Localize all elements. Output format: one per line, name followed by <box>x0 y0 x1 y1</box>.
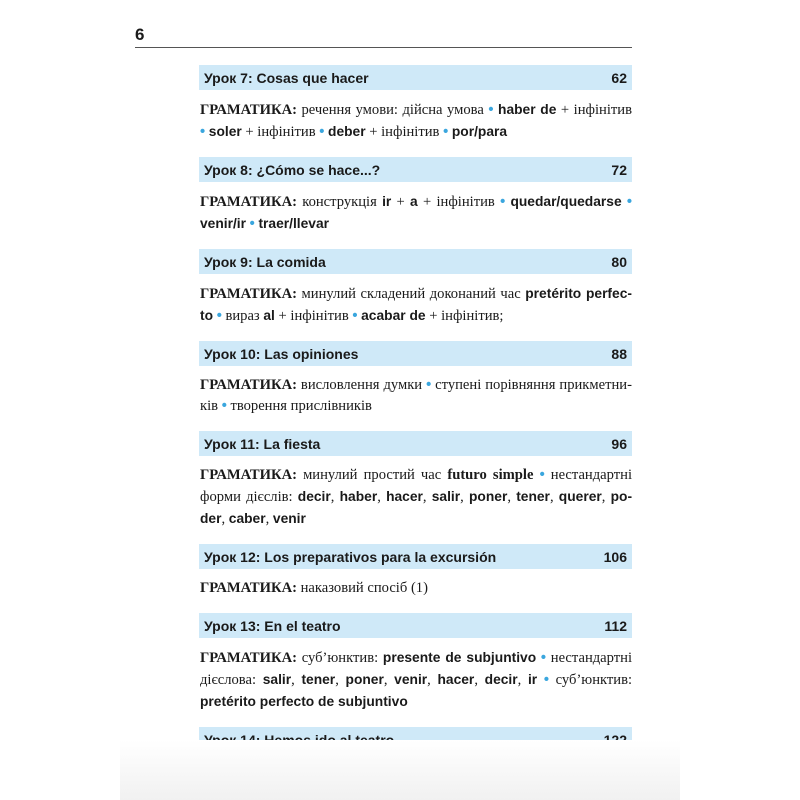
bold-term: ГРАМАТИКА: <box>200 650 297 666</box>
lesson-title: Урок 7: Cosas que hacer <box>204 69 369 86</box>
text-segment: , <box>422 489 432 505</box>
spanish-term: venir <box>394 672 428 687</box>
page-bottom-shadow <box>120 740 680 800</box>
spanish-term: pretérito perfecto de subjuntivo <box>200 694 408 709</box>
text-segment: , <box>383 672 395 688</box>
table-of-contents <box>199 65 632 796</box>
header-rule <box>135 47 632 48</box>
lesson-title: Урок 8: ¿Cómo se hace...? <box>204 161 381 178</box>
lesson-title: Урок 13: En el teatro <box>204 617 341 634</box>
spanish-term: poder <box>200 489 633 526</box>
lesson-grammar-text <box>199 647 632 713</box>
lesson-page-number: 80 <box>611 253 627 270</box>
bullet-dot-icon: • <box>543 672 549 688</box>
bullet-dot-icon: • <box>249 216 255 232</box>
lesson-grammar-text <box>199 283 632 327</box>
spanish-term: al <box>263 308 275 323</box>
lesson-page-number: 106 <box>603 548 627 565</box>
lesson-header-bar[interactable] <box>199 613 632 638</box>
spanish-term: soler <box>208 124 242 139</box>
spanish-term: ir <box>382 194 392 209</box>
lesson-entry <box>199 431 632 530</box>
bullet-dot-icon: • <box>540 650 547 666</box>
bold-term: ГРАМАТИКА: <box>200 377 297 393</box>
spanish-term: querer <box>558 489 602 504</box>
bold-term: ГРАМАТИКА: <box>200 194 297 210</box>
spanish-term: poner <box>345 672 384 687</box>
bold-term: ГРАМАТИКА: <box>200 102 297 118</box>
lesson-page-number: 112 <box>604 617 627 634</box>
text-segment: + інфінітив <box>241 124 320 140</box>
text-segment: + <box>391 194 411 210</box>
lesson-page-number: 72 <box>611 161 627 178</box>
lesson-grammar-text <box>199 99 632 143</box>
lesson-page-number: 96 <box>611 435 627 452</box>
spanish-term: venir <box>272 511 306 526</box>
page-number: 6 <box>135 25 145 44</box>
spanish-term: tener <box>516 489 550 504</box>
lesson-header-bar[interactable] <box>199 544 632 569</box>
bullet-dot-icon: • <box>500 194 506 210</box>
lesson-title: Урок 12: Los preparativos para la excursión <box>204 548 497 565</box>
spanish-term: decir <box>484 672 518 687</box>
lesson-header-bar[interactable] <box>199 65 632 90</box>
bullet-dot-icon: • <box>539 467 545 483</box>
spanish-term: tener <box>301 672 336 687</box>
spanish-term: haber de <box>498 102 557 117</box>
text-segment: , <box>265 511 273 527</box>
text-segment: , <box>474 672 485 688</box>
lesson-entry <box>199 65 632 143</box>
lesson-header-bar[interactable] <box>199 341 632 366</box>
bullet-dot-icon: • <box>319 124 325 140</box>
text-segment: суб’юнктив: <box>548 672 633 688</box>
text-segment: , <box>330 489 340 505</box>
lesson-grammar-text <box>199 191 632 235</box>
text-segment: конструкція <box>296 194 383 210</box>
spanish-term: por/para <box>451 124 508 139</box>
text-segment: , <box>507 489 517 505</box>
bullet-dot-icon: • <box>216 308 222 324</box>
lesson-header-bar[interactable] <box>199 249 632 274</box>
bold-term: ГРАМАТИКА: <box>200 286 297 302</box>
text-segment: , <box>377 489 387 505</box>
text-segment: + інфінітив; <box>425 308 504 324</box>
bullet-dot-icon: • <box>221 398 227 414</box>
text-segment: , <box>221 511 229 527</box>
text-segment: + інфінітив <box>417 194 501 210</box>
text-segment: , <box>517 672 528 688</box>
spanish-term: acabar de <box>361 308 426 323</box>
bullet-dot-icon: • <box>443 124 449 140</box>
spanish-term: deber <box>328 124 366 139</box>
lesson-entry <box>199 249 632 327</box>
text-segment: + інфінітив <box>556 102 632 118</box>
bullet-dot-icon: • <box>488 102 494 118</box>
bold-term: futuro simple <box>447 467 534 483</box>
spanish-term: quedar/quedarse <box>510 194 622 209</box>
text-segment: наказовий спосіб (1) <box>296 580 428 596</box>
text-segment: суб’юнктив: <box>296 650 383 666</box>
text-segment: речення умови: дійсна умова <box>296 102 489 118</box>
bold-term: ГРАМАТИКА: <box>200 580 297 596</box>
lesson-entry <box>199 613 632 713</box>
bullet-dot-icon: • <box>426 377 432 393</box>
spanish-term: haber <box>339 489 378 504</box>
lesson-title: Урок 10: Las opiniones <box>204 345 359 362</box>
lesson-grammar-text <box>199 578 632 599</box>
text-segment: + інфінітив <box>274 308 353 324</box>
text-segment: , <box>291 672 302 688</box>
spanish-term: traer/llevar <box>258 216 330 231</box>
lesson-header-bar[interactable] <box>199 157 632 182</box>
text-segment: ступені порівняння прикметників <box>200 377 632 414</box>
bullet-dot-icon: • <box>200 124 206 140</box>
spanish-term: pretérito perfecto <box>200 286 632 323</box>
spanish-term: venir/ir <box>200 216 247 231</box>
text-segment: , <box>601 489 611 505</box>
lesson-entry <box>199 341 632 417</box>
lesson-entry <box>199 157 632 235</box>
spanish-term: decir <box>297 489 331 504</box>
spanish-term: ir <box>527 672 538 687</box>
text-segment: минулий простий час <box>296 467 448 483</box>
text-segment: , <box>335 672 346 688</box>
text-segment: , <box>460 489 469 505</box>
text-segment: творення прислівників <box>226 398 372 414</box>
text-segment: висловлення думки <box>296 377 427 393</box>
spanish-term: presente de subjuntivo <box>382 650 537 665</box>
spanish-term: salir <box>431 489 461 504</box>
bullet-dot-icon: • <box>626 194 632 210</box>
spanish-term: caber <box>228 511 266 526</box>
lesson-entry <box>199 544 632 599</box>
spanish-term: poner <box>469 489 508 504</box>
text-segment: минулий складений доконаний час <box>296 286 526 302</box>
lesson-page-number: 62 <box>611 69 627 86</box>
lesson-title: Урок 11: La fiesta <box>204 435 321 452</box>
spanish-term: a <box>410 194 418 209</box>
lesson-page-number: 88 <box>611 345 627 362</box>
spanish-term: salir <box>262 672 292 687</box>
text-segment: + інфінітив <box>365 124 444 140</box>
lesson-header-bar[interactable] <box>199 431 632 456</box>
lesson-title: Урок 9: La comida <box>204 253 326 270</box>
spanish-term: hacer <box>437 672 475 687</box>
text-segment: нестандартні дієслова: <box>200 650 633 688</box>
text-segment <box>537 672 544 688</box>
text-segment: нестандартні форми дієслів: <box>200 467 632 505</box>
bold-term: ГРАМАТИКА: <box>200 467 297 483</box>
text-segment: , <box>427 672 438 688</box>
text-segment: вираз <box>221 308 264 324</box>
lesson-grammar-text <box>199 465 632 530</box>
text-segment: , <box>549 489 559 505</box>
bullet-dot-icon: • <box>352 308 358 324</box>
lesson-grammar-text <box>199 375 632 417</box>
spanish-term: hacer <box>386 489 423 504</box>
